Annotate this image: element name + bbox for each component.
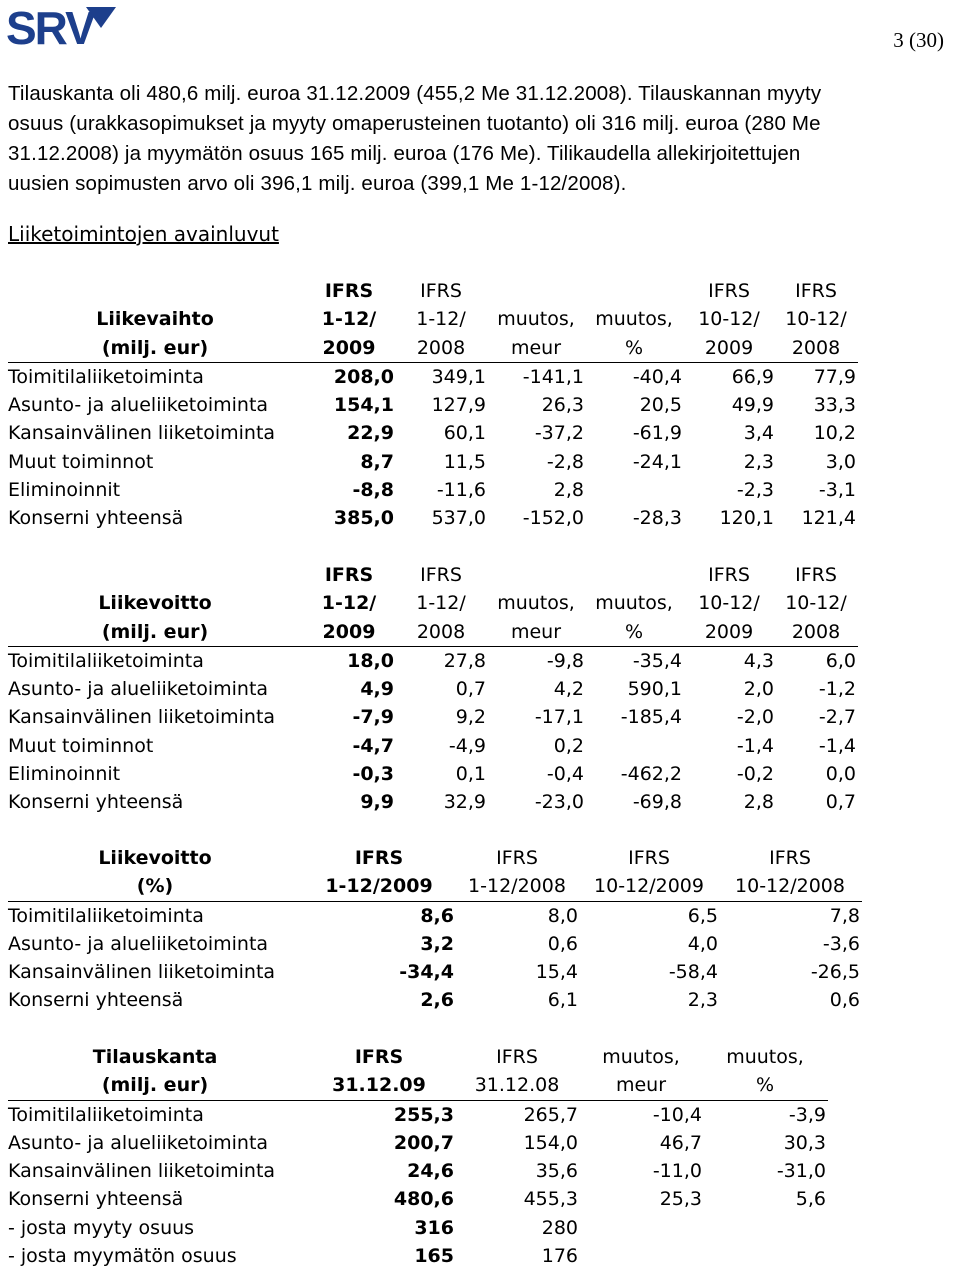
table-header-row <box>8 277 858 305</box>
value-cell: 208,0 <box>333 365 394 388</box>
table-header-row <box>8 618 858 647</box>
header-cell: 2008 <box>776 618 858 647</box>
value-cell: 165 <box>414 1245 454 1268</box>
value-cell: 200,7 <box>393 1131 454 1154</box>
row-label: Asunto- ja alueliiketoiminta <box>8 678 269 701</box>
header-cell: IFRS <box>769 847 811 869</box>
row-label: Kansainvälinen liiketoiminta <box>8 1160 276 1183</box>
value-cell: 20,5 <box>639 394 682 417</box>
row-label: Toimitilaliiketoiminta <box>8 649 204 672</box>
header-cell: IFRS <box>496 1046 538 1068</box>
value-cell: 537,0 <box>431 507 486 530</box>
value-cell: -37,2 <box>534 422 584 445</box>
value-cell: 0,1 <box>455 763 486 786</box>
srv-logo <box>6 2 118 48</box>
table-row <box>8 419 858 447</box>
value-cell: 455,3 <box>523 1188 578 1211</box>
header-cell: 1-12/ <box>416 308 466 331</box>
value-cell: -1,4 <box>818 734 856 757</box>
header-cell: 10-12/2009 <box>580 872 720 901</box>
value-cell: -11,0 <box>652 1160 702 1183</box>
value-cell: 6,1 <box>547 989 578 1012</box>
header-cell: 2009 <box>304 618 396 647</box>
value-cell: 2,3 <box>743 450 774 473</box>
value-cell: 3,0 <box>825 450 856 473</box>
row-label: Asunto- ja alueliiketoiminta <box>8 394 269 417</box>
operating-profit-table <box>8 561 858 817</box>
value-cell: 32,9 <box>443 791 486 814</box>
row-label: Asunto- ja alueliiketoiminta <box>8 932 269 955</box>
header-cell: 1-12/2008 <box>456 872 580 901</box>
header-cell: meur <box>488 618 586 647</box>
value-cell: 2,8 <box>743 791 774 814</box>
table-row <box>8 504 858 532</box>
header-category-cell: Tilauskanta <box>92 1046 218 1068</box>
header-cell: IFRS <box>420 564 462 586</box>
value-cell: -24,1 <box>632 450 682 473</box>
intro-line: uusien sopimusten arvo oli 396,1 milj. euroa (399,1 Me 1-12/2008). <box>8 172 627 195</box>
value-cell: 2,0 <box>743 678 774 701</box>
svg-text:SRV: SRV <box>6 2 94 48</box>
value-cell: 10,2 <box>813 422 856 445</box>
header-cell: muutos, <box>497 308 575 331</box>
value-cell: -4,9 <box>448 734 486 757</box>
value-cell: -8,8 <box>352 479 394 502</box>
value-cell: -9,8 <box>546 649 584 672</box>
value-cell: 2,6 <box>420 989 454 1012</box>
value-cell: 6,5 <box>687 904 718 927</box>
value-cell: 6,0 <box>825 649 856 672</box>
row-label: Konserni yhteensä <box>8 507 184 530</box>
table-header-row <box>8 305 858 333</box>
header-cell: IFRS <box>324 564 374 586</box>
value-cell: -2,8 <box>546 450 584 473</box>
value-cell: -34,4 <box>399 961 454 984</box>
value-cell: 0,2 <box>553 734 584 757</box>
value-cell: 480,6 <box>393 1188 454 1211</box>
value-cell <box>586 476 684 504</box>
value-cell: 7,8 <box>829 904 860 927</box>
header-cell: 1-12/ <box>321 308 377 331</box>
header-cell: 31.12.09 <box>304 1071 456 1100</box>
header-cell: muutos, <box>497 592 575 615</box>
value-cell: 176 <box>541 1245 578 1268</box>
intro-paragraph <box>8 79 958 199</box>
row-label: Kansainvälinen liiketoiminta <box>8 706 276 729</box>
value-cell: -3,1 <box>818 479 856 502</box>
value-cell: -1,4 <box>736 734 774 757</box>
header-cell: IFRS <box>496 847 538 869</box>
header-cell: 31.12.08 <box>456 1071 580 1100</box>
header-category-cell: (milj. eur) <box>8 334 304 363</box>
header-category-cell <box>8 561 304 589</box>
header-cell: IFRS <box>420 280 462 302</box>
header-cell: IFRS <box>708 564 750 586</box>
value-cell <box>704 1242 828 1270</box>
header-cell: 2008 <box>396 334 488 363</box>
value-cell <box>586 732 684 760</box>
value-cell: 127,9 <box>431 394 486 417</box>
header-category-cell: Liikevoitto <box>98 592 212 615</box>
header-cell: 1-12/2009 <box>304 872 456 901</box>
revenue-table <box>8 277 858 533</box>
header-cell: IFRS <box>354 1046 404 1068</box>
value-cell: 46,7 <box>659 1131 702 1154</box>
value-cell: 8,6 <box>420 904 454 927</box>
value-cell: 0,0 <box>825 763 856 786</box>
value-cell: 316 <box>414 1216 454 1239</box>
table-row <box>8 476 858 504</box>
table-row <box>8 1185 828 1213</box>
value-cell <box>704 1214 828 1242</box>
value-cell: -1,2 <box>818 678 856 701</box>
value-cell: 4,2 <box>553 678 584 701</box>
table-header-row <box>8 872 862 901</box>
value-cell: 35,6 <box>535 1160 578 1183</box>
value-cell: 280 <box>541 1216 578 1239</box>
value-cell: 30,3 <box>783 1131 826 1154</box>
header-cell: 10-12/2008 <box>720 872 862 901</box>
header-category-cell: (milj. eur) <box>8 1071 304 1100</box>
value-cell: 0,7 <box>825 791 856 814</box>
value-cell: -3,6 <box>822 932 860 955</box>
value-cell: -69,8 <box>632 791 682 814</box>
page-number: 3 (30) <box>893 28 944 52</box>
row-label: Asunto- ja alueliiketoiminta <box>8 1131 269 1154</box>
value-cell: -35,4 <box>632 649 682 672</box>
header-cell: IFRS <box>795 564 837 586</box>
value-cell: 120,1 <box>719 507 774 530</box>
value-cell: -23,0 <box>534 791 584 814</box>
table-header-row <box>8 1043 828 1071</box>
value-cell: 349,1 <box>431 365 486 388</box>
row-label: Konserni yhteensä <box>8 1188 184 1211</box>
table-row <box>8 675 858 703</box>
section-heading: Liiketoimintojen avainluvut <box>8 222 279 246</box>
row-label: - josta myymätön osuus <box>8 1245 237 1268</box>
value-cell: 9,2 <box>455 706 486 729</box>
value-cell: 8,0 <box>547 904 578 927</box>
value-cell: 24,6 <box>407 1160 454 1183</box>
row-label: Toimitilaliiketoiminta <box>8 365 204 388</box>
value-cell: -0,2 <box>736 763 774 786</box>
header-category-cell: Liikevoitto <box>98 847 212 869</box>
table-row <box>8 1157 828 1185</box>
value-cell: 154,1 <box>333 394 394 417</box>
row-label: Muut toiminnot <box>8 450 154 473</box>
value-cell: 2,3 <box>687 989 718 1012</box>
value-cell: 22,9 <box>347 422 394 445</box>
row-label: Eliminoinnit <box>8 479 121 502</box>
value-cell: 590,1 <box>627 678 682 701</box>
row-label: Toimitilaliiketoiminta <box>8 904 204 927</box>
header-cell: 10-12/ <box>698 592 760 615</box>
value-cell: -3,9 <box>788 1103 826 1126</box>
value-cell: 15,4 <box>535 961 578 984</box>
table-row <box>8 958 862 986</box>
header-cell: % <box>586 618 684 647</box>
value-cell: 4,0 <box>687 932 718 955</box>
value-cell: -28,3 <box>632 507 682 530</box>
value-cell: 0,6 <box>547 932 578 955</box>
value-cell: -40,4 <box>632 365 682 388</box>
header-cell: % <box>704 1071 828 1100</box>
header-cell: 2009 <box>684 618 776 647</box>
value-cell: -4,7 <box>352 734 394 757</box>
header-cell: IFRS <box>628 847 670 869</box>
value-cell: 4,3 <box>743 649 774 672</box>
header-cell: IFRS <box>354 847 404 869</box>
header-cell: 2008 <box>776 334 858 363</box>
value-cell: 33,3 <box>813 394 856 417</box>
row-label: Kansainvälinen liiketoiminta <box>8 961 276 984</box>
header-cell: 1-12/ <box>321 592 377 615</box>
value-cell: 77,9 <box>813 365 856 388</box>
table-header-row <box>8 561 858 589</box>
table-row <box>8 901 862 930</box>
table-row <box>8 703 858 731</box>
value-cell: -185,4 <box>620 706 682 729</box>
value-cell: -152,0 <box>522 507 584 530</box>
header-cell: muutos, <box>595 308 673 331</box>
value-cell: -10,4 <box>652 1103 702 1126</box>
value-cell: -31,0 <box>776 1160 826 1183</box>
intro-line: Tilauskanta oli 480,6 milj. euroa 31.12.2009 (455,2 Me 31.12.2008). Tilauskannan myyty <box>8 82 822 105</box>
value-cell <box>580 1214 704 1242</box>
table-row <box>8 930 862 958</box>
value-cell: -2,3 <box>736 479 774 502</box>
value-cell: -141,1 <box>522 365 584 388</box>
value-cell: 5,6 <box>795 1188 826 1211</box>
header-cell: 2008 <box>396 618 488 647</box>
table-row <box>8 986 862 1014</box>
header-cell: 2009 <box>304 334 396 363</box>
value-cell: -2,0 <box>736 706 774 729</box>
value-cell: -2,7 <box>818 706 856 729</box>
value-cell: 27,8 <box>443 649 486 672</box>
header-cell <box>488 561 586 589</box>
row-label: Konserni yhteensä <box>8 989 184 1012</box>
value-cell: 265,7 <box>523 1103 578 1126</box>
value-cell: 2,8 <box>553 479 584 502</box>
table-row <box>8 1242 828 1270</box>
table-row <box>8 362 858 391</box>
value-cell: -61,9 <box>632 422 682 445</box>
intro-line: 31.12.2008) ja myymätön osuus 165 milj. euroa (176 Me). Tilikaudella allekirjoitettujen <box>8 142 801 165</box>
header-cell: IFRS <box>708 280 750 302</box>
header-cell: 1-12/ <box>416 592 466 615</box>
row-label: - josta myyty osuus <box>8 1216 195 1239</box>
header-cell: 10-12/ <box>785 308 847 331</box>
value-cell: 26,3 <box>541 394 584 417</box>
header-category-cell: (%) <box>8 872 304 901</box>
row-label: Konserni yhteensä <box>8 791 184 814</box>
table-row <box>8 448 858 476</box>
table-header-row <box>8 844 862 872</box>
header-cell: meur <box>580 1071 704 1100</box>
header-cell <box>488 277 586 305</box>
table-header-row <box>8 1071 828 1100</box>
operating-margin-table <box>8 844 862 1015</box>
table-header-row <box>8 589 858 617</box>
header-cell: muutos, <box>595 592 673 615</box>
header-cell: % <box>586 334 684 363</box>
header-cell: 10-12/ <box>785 592 847 615</box>
value-cell: -17,1 <box>534 706 584 729</box>
value-cell: 49,9 <box>731 394 774 417</box>
header-cell <box>586 277 684 305</box>
table-row <box>8 646 858 675</box>
value-cell: 8,7 <box>360 450 394 473</box>
value-cell: -0,4 <box>546 763 584 786</box>
table-row <box>8 391 858 419</box>
header-cell: 10-12/ <box>698 308 760 331</box>
value-cell <box>580 1242 704 1270</box>
order-backlog-table <box>8 1043 828 1270</box>
header-category-cell: (milj. eur) <box>8 618 304 647</box>
table-header-row <box>8 334 858 363</box>
header-cell: muutos, <box>602 1046 680 1068</box>
value-cell: 3,4 <box>743 422 774 445</box>
value-cell: 4,9 <box>360 678 394 701</box>
value-cell: -26,5 <box>810 961 860 984</box>
table-row <box>8 760 858 788</box>
value-cell: -462,2 <box>620 763 682 786</box>
header-cell: muutos, <box>726 1046 804 1068</box>
value-cell: -58,4 <box>668 961 718 984</box>
table-row <box>8 788 858 816</box>
value-cell: 66,9 <box>731 365 774 388</box>
value-cell: 3,2 <box>420 932 454 955</box>
value-cell: 11,5 <box>443 450 486 473</box>
table-row <box>8 1100 828 1129</box>
value-cell: 154,0 <box>523 1131 578 1154</box>
row-label: Muut toiminnot <box>8 734 154 757</box>
value-cell: 60,1 <box>443 422 486 445</box>
value-cell: 0,6 <box>829 989 860 1012</box>
table-row <box>8 1214 828 1242</box>
value-cell: -7,9 <box>352 706 394 729</box>
row-label: Kansainvälinen liiketoiminta <box>8 422 276 445</box>
value-cell: 385,0 <box>333 507 394 530</box>
table-row <box>8 732 858 760</box>
row-label: Toimitilaliiketoiminta <box>8 1103 204 1126</box>
header-cell: IFRS <box>795 280 837 302</box>
value-cell: 18,0 <box>347 649 394 672</box>
value-cell: -0,3 <box>352 763 394 786</box>
value-cell: 25,3 <box>659 1188 702 1211</box>
value-cell: 9,9 <box>360 791 394 814</box>
value-cell: 0,7 <box>455 678 486 701</box>
header-category-cell: Liikevaihto <box>96 308 214 331</box>
header-category-cell <box>8 277 304 305</box>
value-cell: 255,3 <box>393 1103 454 1126</box>
row-label: Eliminoinnit <box>8 763 121 786</box>
value-cell: 121,4 <box>801 507 856 530</box>
header-cell <box>586 561 684 589</box>
table-row <box>8 1129 828 1157</box>
intro-line: osuus (urakkasopimukset ja myyty omaperusteinen tuotanto) oli 316 milj. euroa (280 Me <box>8 112 821 135</box>
value-cell: -11,6 <box>436 479 486 502</box>
header-cell: meur <box>488 334 586 363</box>
header-cell: IFRS <box>324 280 374 302</box>
header-cell: 2009 <box>684 334 776 363</box>
